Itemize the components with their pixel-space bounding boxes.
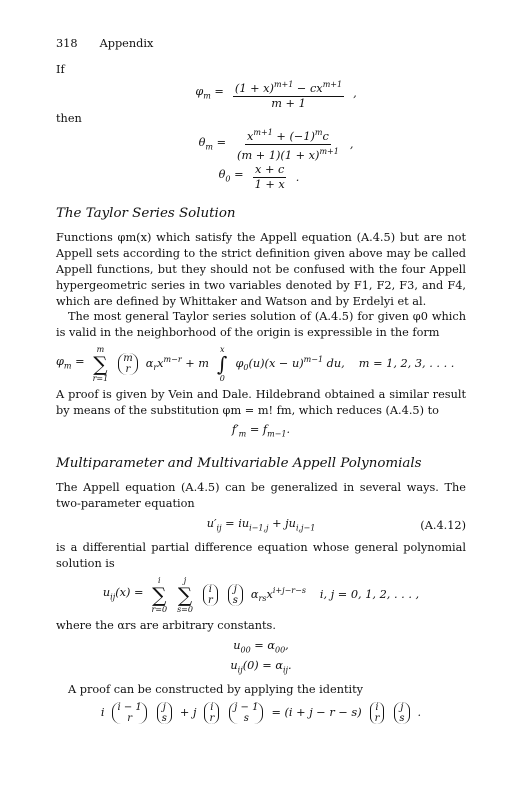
equation-number: (A.4.12)	[420, 519, 466, 533]
equation-phi: $\varphi_m$ = $\frac{(1 + x)^{m+1} - cx^{m+1}}{m + 1}$ ,	[195, 79, 357, 110]
equation-theta0: $\theta_0$ = $\frac{x + c}{1 + x}$ .	[218, 163, 300, 192]
equation-initial-1: $u_{00} = \alpha_{00}$,	[233, 638, 289, 655]
section-heading-multiparameter: Multiparameter and Multivariable Appell Polynomials	[56, 456, 422, 472]
equation-A-4-12: $u'_{ij} = iu_{i-1,j} + ju_{i,j-1}$ (A.4.12)	[206, 516, 466, 533]
paragraph-arbitrary-constants: where the αrs are arbitrary constants.	[56, 618, 276, 632]
paragraph-proof-identity: A proof can be constructed by applying the identity	[68, 683, 364, 697]
if-label: If	[56, 62, 65, 76]
then-label: then	[56, 111, 82, 125]
paragraph-partial-difference: is a differential partial difference equation whose general polynomial solution is	[56, 541, 466, 571]
paragraph-generalization: The Appell equation (A.4.5) can be generalized in several ways. The two-parameter equation	[56, 481, 466, 511]
equation-general-solution: $u_{ij}(x)$ = i ∑ r=0 j ∑ s=0 i r j s $\alpha_{rs}x^{i+j-r-s}$ i, j = 0, 1, 2, . . . ,	[102, 575, 420, 614]
equation-theta: $\theta_m$ = $\frac{x^{m+1} + (-1)^mc}{(m + 1)(1 + x)^{m+1}}$ ,	[198, 128, 354, 163]
equation-taylor: $\varphi_m$ = m ∑ r=1 m r $\alpha_rx^{m-r} + m$ x ∫ 0 $\varphi_0(u)(x - u)^{m-1}$ du, m = 1, 2, 3, . . . .	[56, 345, 455, 384]
book-page	[56, 36, 466, 724]
section-heading-taylor: The Taylor Series Solution	[56, 206, 236, 222]
equation-fm: $f'_m = f_{m-1}$.	[231, 423, 291, 439]
paragraph-proof-vein-dale: A proof is given by Vein and Dale. Hildebrand obtained a similar result by means of the substitution φm = m! fm, which reduces (A.4.5) to	[56, 388, 466, 418]
paragraph-appell-functions: Functions φm(x) which satisfy the Appell equation (A.4.5) but are not Appell sets according to the strict definition given above may be called Appell functions, but they should not be confused with the four Appell hypergeometric series in two variables denoted by F1, F2, F3, and F4, which are defined by Whittaker and Watson and by Erdelyi et al.	[56, 230, 466, 308]
equation-identity: i i − 1 r j s + j i r j − 1 s = (i + j − r − s) i r j s .	[100, 702, 422, 725]
equation-initial-2: $u_{ij}(0) = \alpha_{ij}$.	[230, 658, 292, 675]
running-title: Appendix	[99, 37, 154, 50]
page-number: 318	[56, 37, 78, 50]
running-header	[56, 36, 466, 52]
paragraph-taylor-intro: The most general Taylor series solution of (A.4.5) for given φ0 which is valid in the neighborhood of the origin is expressible in the form	[56, 310, 466, 340]
